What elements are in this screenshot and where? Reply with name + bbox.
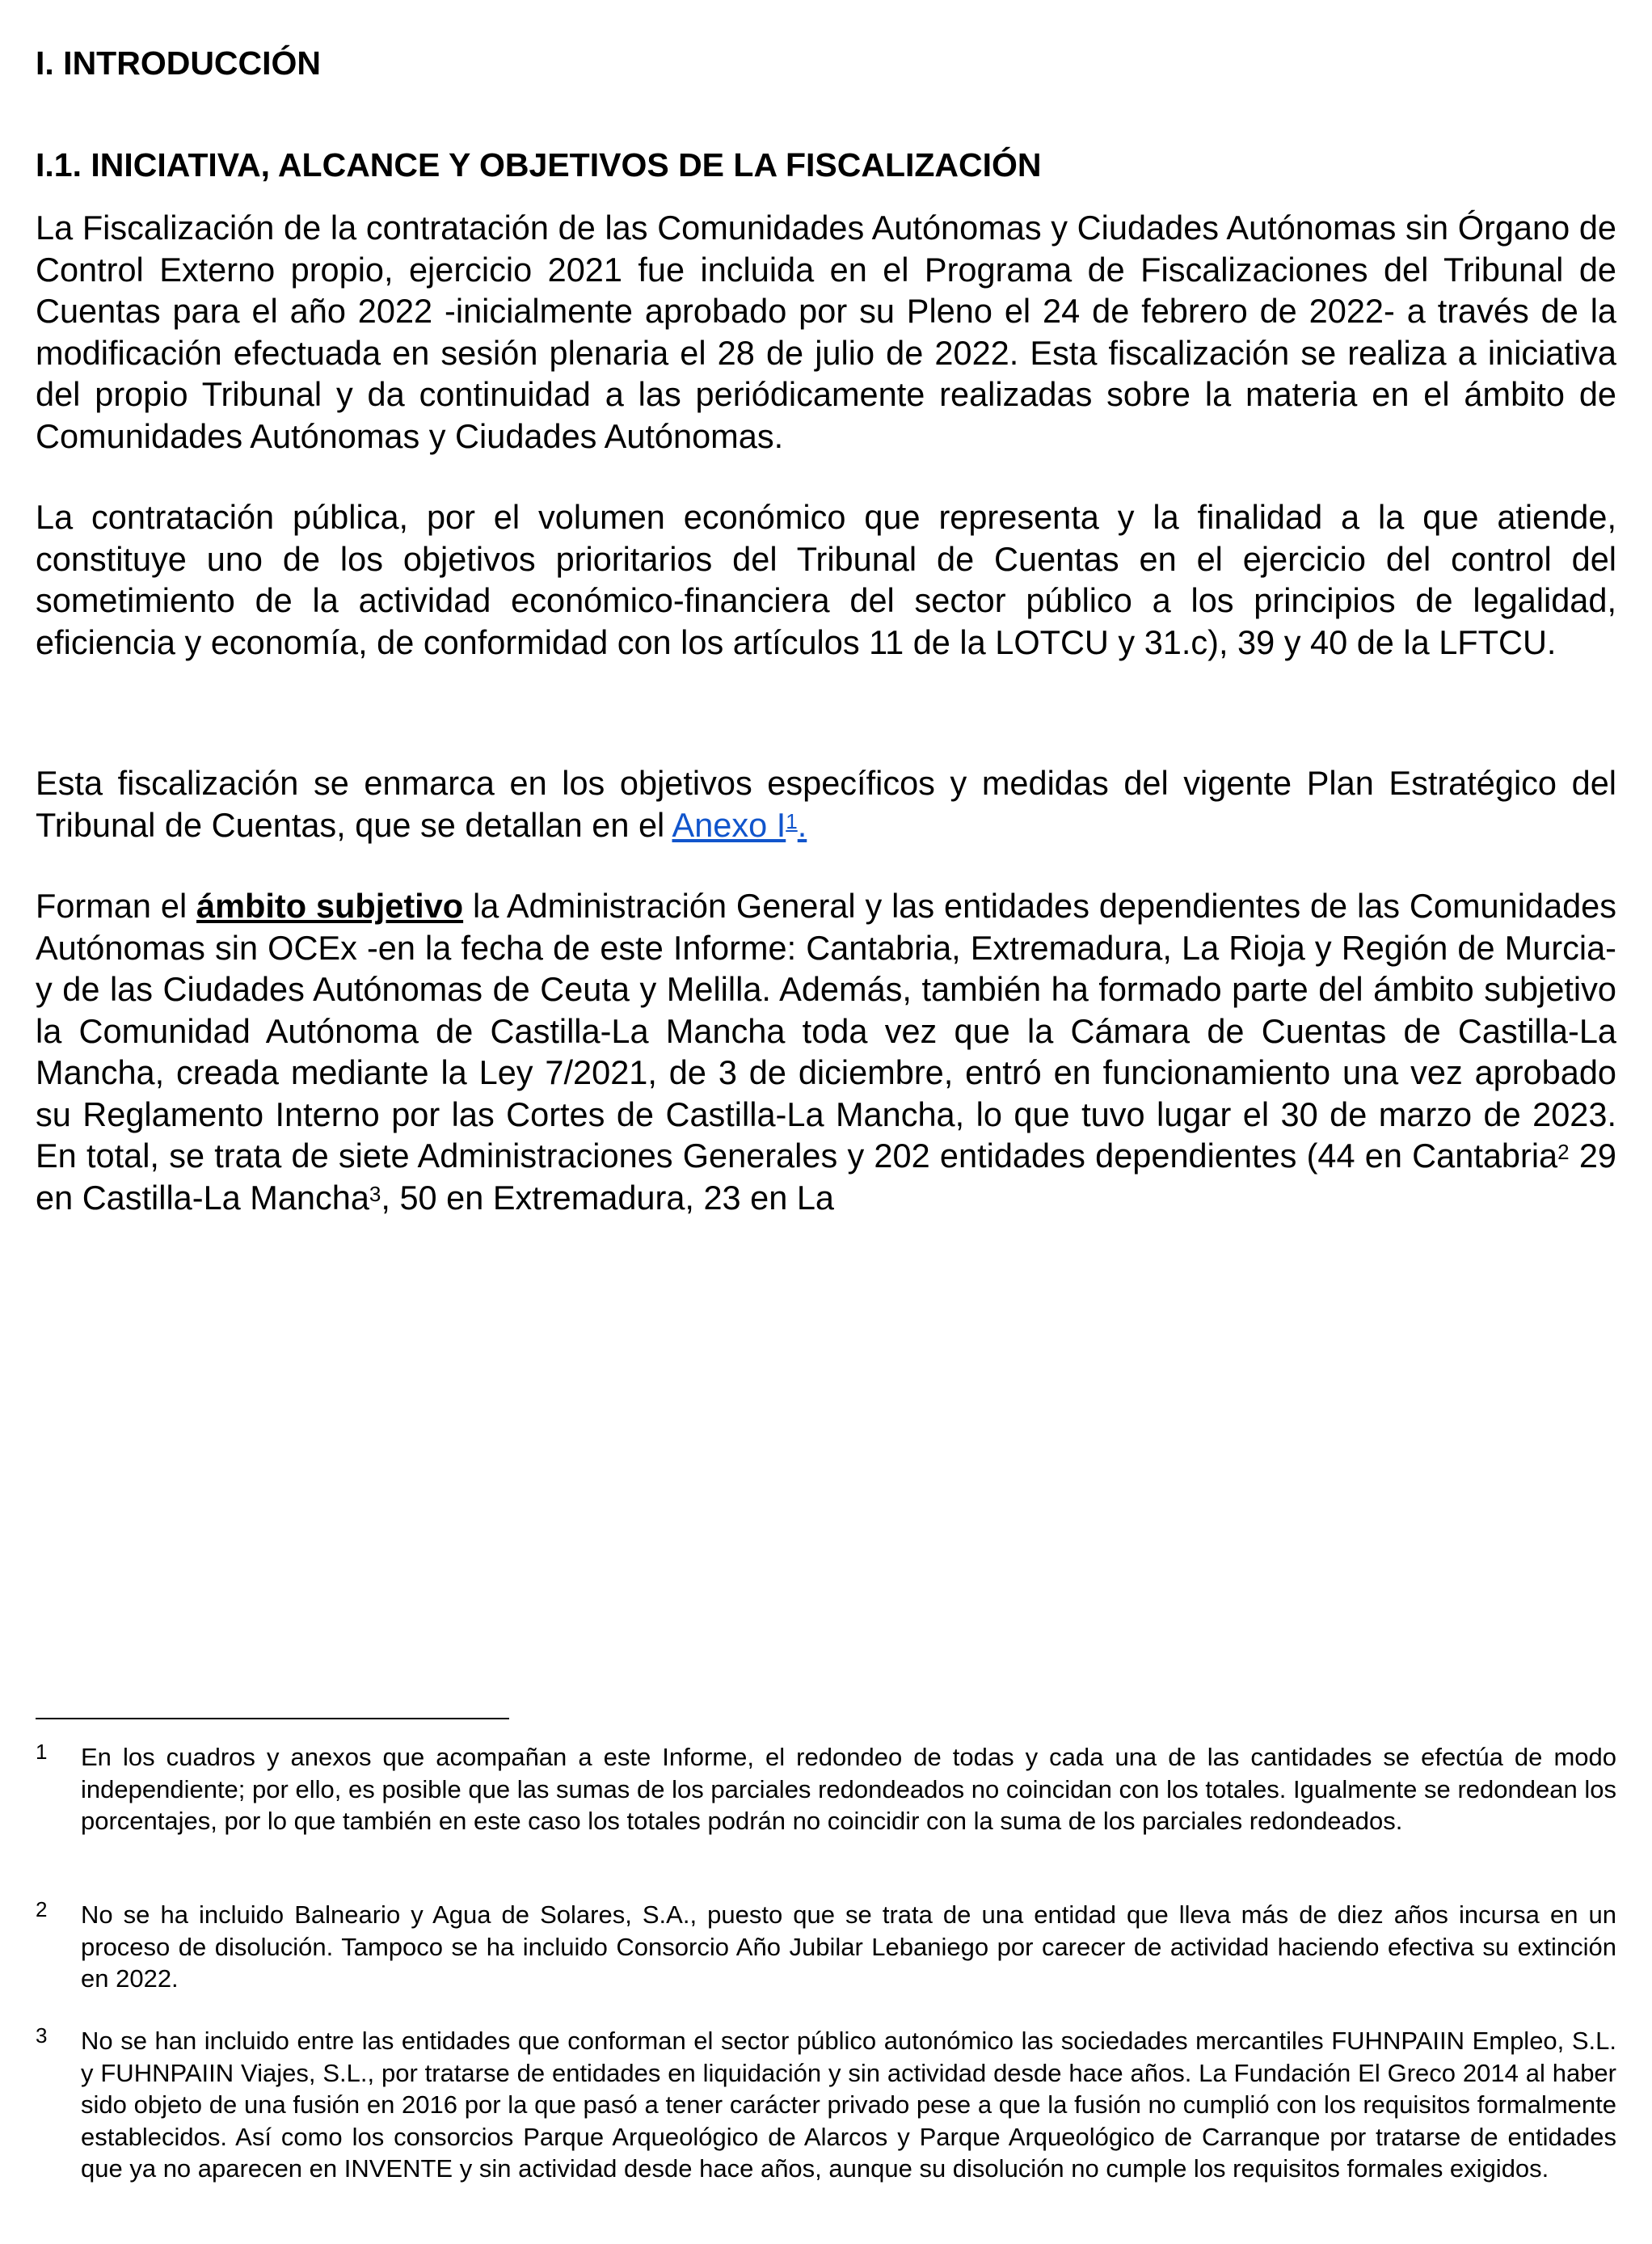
- footnote-separator: [36, 1718, 509, 1719]
- footnote-text: En los cuadros y anexos que acompañan a este Informe, el redondeo de todas y cada una de las cantidades se efectúa de modo independiente; por ello, es posible que las sumas de los parciales redondeados no coincidan con los totales. Igualmente se redondean los porcentajes, por lo que también en este caso los totales podrán no coincidir con la suma de los parciales redondeados.: [81, 1743, 1616, 1835]
- footnote-ref-1[interactable]: 1: [786, 808, 798, 833]
- footnote-text: No se han incluido entre las entidades que conforman el sector público autonómico las sociedades mercantiles FUHNPAIIN Empleo, S.L. y FUHNPAIIN Viajes, S.L., por tratarse de entidades en liquidación y sin actividad desde hace años. La Fundación El Greco 2014 al haber sido objeto de una fusión en 2016 por la que pasó a tener carácter privado pese a que la fusión no cumplió con los requisitos formalmente establecidos. Así como los consorcios Parque Arqueológico de Alarcos y Parque Arqueológico de Carranque por tratarse de entidades que ya no aparecen en INVENTE y sin actividad desde hace años, aunque su disolución no cumple los requisitos formales exigidos.: [81, 2027, 1616, 2183]
- subsection-heading: I.1. INICIATIVA, ALCANCE Y OBJETIVOS DE LA FISCALIZACIÓN: [36, 146, 1042, 183]
- paragraph-strategic-plan: [36, 762, 1616, 846]
- paragraph-public-contracting: La contratación pública, por el volumen económico que representa y la finalidad a la que atiende, constituye uno de los objetivos prioritarios del Tribunal de Cuentas en el ejercicio del control del sometimiento de la actividad económico-financiera del sector público a los principios de legalidad, eficiencia y economía, de conformidad con los artículos 11 de la LOTCU y 31.c), 39 y 40 de la LFTCU.: [36, 498, 1616, 661]
- paragraph-strategic-plan-text: Esta fiscalización se enmarca en los objetivos específicos y medidas del vigente Plan Estratégico del Tribunal de Cuentas, que se detallan en el: [36, 764, 1616, 844]
- footnote-2: [36, 1899, 1616, 1995]
- footnote-text: No se ha incluido Balneario y Agua de Solares, S.A., puesto que se trata de una entidad que lleva más de diez años incursa en un proceso de disolución. Tampoco se ha incluido Consorcio Año Jubilar Lebaniego por carecer de actividad haciendo efectiva su extinción en 2022.: [81, 1900, 1616, 1993]
- paragraph-scope-body: la Administración General y las entidades dependientes de las Comunidades Autónomas sin OCEx -en la fecha de este Informe: Cantabria, Extremadura, La Rioja y Región de Murcia- y de las Ciudades Autónomas de Ceuta y Melilla. Además, también ha formado parte del ámbito subjetivo la Comunidad Autónoma de Castilla-La Mancha toda vez que la Cámara de Cuentas de Castilla-La Mancha, creada mediante la Ley 7/2021, de 3 de diciembre, entró en funcionamiento una vez aprobado su Reglamento Interno por las Cortes de Castilla-La Mancha, lo que tuvo lugar el 30 de marzo de 2023. En total, se trata de siete Administraciones Generales y 202 entidades dependientes (44 en Cantabria: [36, 887, 1616, 1175]
- scope-emphasis: ámbito subjetivo: [196, 887, 464, 925]
- paragraph-initiative: La Fiscalización de la contratación de las Comunidades Autónomas y Ciudades Autónomas sin Órgano de Control Externo propio, ejercicio 2021 fue incluida en el Programa de Fiscalizaciones del Tribunal de Cuentas para el año 2022 -inicialmente aprobado por su Pleno el 24 de febrero de 2022- a través de la modificación efectuada en sesión plenaria el 28 de julio de 2022. Esta fiscalización se realiza a iniciativa del propio Tribunal y da continuidad a las periódicamente realizadas sobre la materia en el ámbito de Comunidades Autónomas y Ciudades Autónomas.: [36, 209, 1616, 455]
- section-heading: I. INTRODUCCIÓN: [36, 44, 322, 82]
- paragraph-subjective-scope: [36, 885, 1616, 1218]
- footnote-number: 2: [36, 1897, 48, 1921]
- paragraph-scope-mid: 29 en Castilla-La Mancha: [36, 1137, 1616, 1217]
- paragraph-scope-end: , 50 en Extremadura, 23 en La: [381, 1178, 835, 1217]
- footnote-number: 1: [36, 1740, 48, 1764]
- footnote-number: 3: [36, 2023, 48, 2048]
- footnote-3: [36, 2025, 1616, 2185]
- annex-i-link[interactable]: Anexo I: [672, 805, 786, 844]
- paragraph-strategic-plan-period: .: [797, 805, 807, 844]
- footnote-ref-2[interactable]: 2: [1557, 1140, 1570, 1164]
- paragraph-scope-lead: Forman el: [36, 887, 197, 925]
- footnote-ref-3[interactable]: 3: [369, 1181, 381, 1206]
- footnote-1: [36, 1741, 1616, 1837]
